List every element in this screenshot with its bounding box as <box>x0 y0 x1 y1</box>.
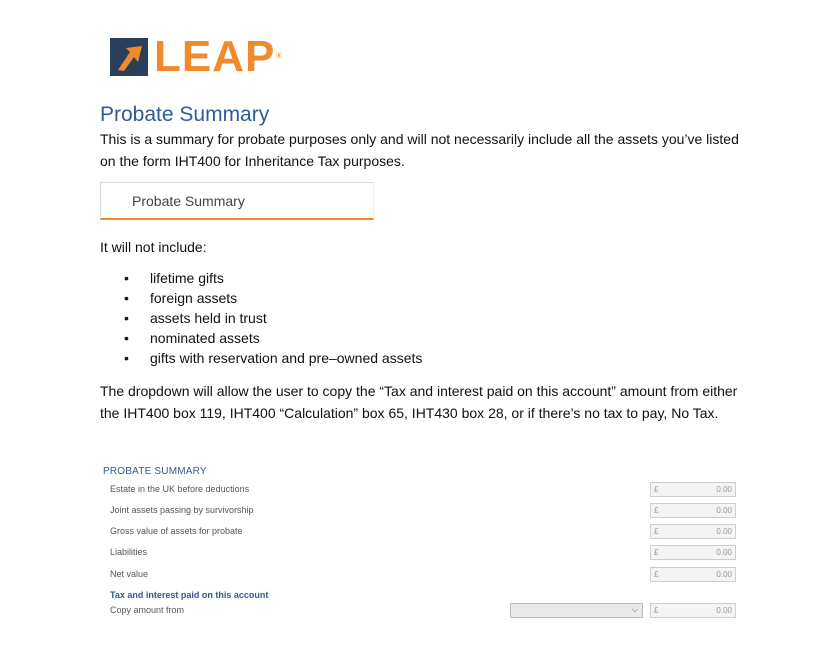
field-value: 0.00 <box>716 506 732 515</box>
currency-symbol: £ <box>654 485 659 494</box>
intro-paragraph: This is a summary for probate purposes only and will not necessarily include all the assets you’ve listed on the form IHT400 for Inheritance Tax purposes. <box>100 131 739 169</box>
row-label-estate-uk: Estate in the UK before deductions <box>110 484 250 494</box>
list-item: • nominated assets <box>124 330 260 346</box>
row-label-joint-assets: Joint assets passing by survivorship <box>110 505 254 515</box>
field-value: 0.00 <box>716 548 732 557</box>
joint-assets-field[interactable] <box>650 503 736 518</box>
row-label-gross-value: Gross value of assets for probate <box>110 526 243 536</box>
leap-logo <box>110 32 283 81</box>
estate-uk-field[interactable] <box>650 482 736 497</box>
currency-symbol: £ <box>654 570 659 579</box>
exclusions-intro: It will not include: <box>100 239 207 255</box>
bullet-icon: • <box>124 270 129 286</box>
dropdown-note: The dropdown will allow the user to copy the “Tax and interest paid on this account” amount from either the IHT400 box 119, IHT400 “Calculation” box 65, IHT430 box 28, or if there’s no tax to pay, No Tax. <box>100 383 738 421</box>
bullet-icon: • <box>124 290 129 306</box>
field-value: 0.00 <box>716 485 732 494</box>
tab-probate-summary[interactable] <box>100 182 374 220</box>
list-item: • foreign assets <box>124 290 238 306</box>
tax-interest-field[interactable] <box>650 603 736 618</box>
liabilities-field[interactable] <box>650 545 736 560</box>
leap-logo-mark-icon <box>110 38 148 76</box>
list-item: • gifts with reservation and pre–owned assets <box>124 350 423 366</box>
exclusions-list <box>124 268 422 368</box>
leap-logo-text: LEAP® <box>154 32 283 81</box>
bullet-icon: • <box>124 310 129 326</box>
copy-amount-label: Copy amount from <box>110 605 185 615</box>
currency-symbol: £ <box>654 548 659 557</box>
net-value-field[interactable] <box>650 567 736 582</box>
currency-symbol: £ <box>654 527 659 536</box>
tab-label: Probate Summary <box>132 193 245 209</box>
list-item: • lifetime gifts <box>124 270 224 286</box>
currency-symbol: £ <box>654 606 659 615</box>
bullet-icon: • <box>124 330 129 346</box>
currency-symbol: £ <box>654 506 659 515</box>
row-label-liabilities: Liabilities <box>110 547 148 557</box>
form-section-title: PROBATE SUMMARY <box>103 466 207 477</box>
copy-amount-dropdown[interactable] <box>510 603 643 618</box>
bullet-icon: • <box>124 350 129 366</box>
gross-value-field[interactable] <box>650 524 736 539</box>
field-value: 0.00 <box>716 606 732 615</box>
page-title: Probate Summary <box>100 103 270 126</box>
list-item: • assets held in trust <box>124 310 267 326</box>
tax-interest-heading: Tax and interest paid on this account <box>110 590 269 600</box>
field-value: 0.00 <box>716 570 732 579</box>
field-value: 0.00 <box>716 527 732 536</box>
row-label-net-value: Net value <box>110 569 149 579</box>
chevron-down-icon: ⌵ <box>631 605 638 614</box>
